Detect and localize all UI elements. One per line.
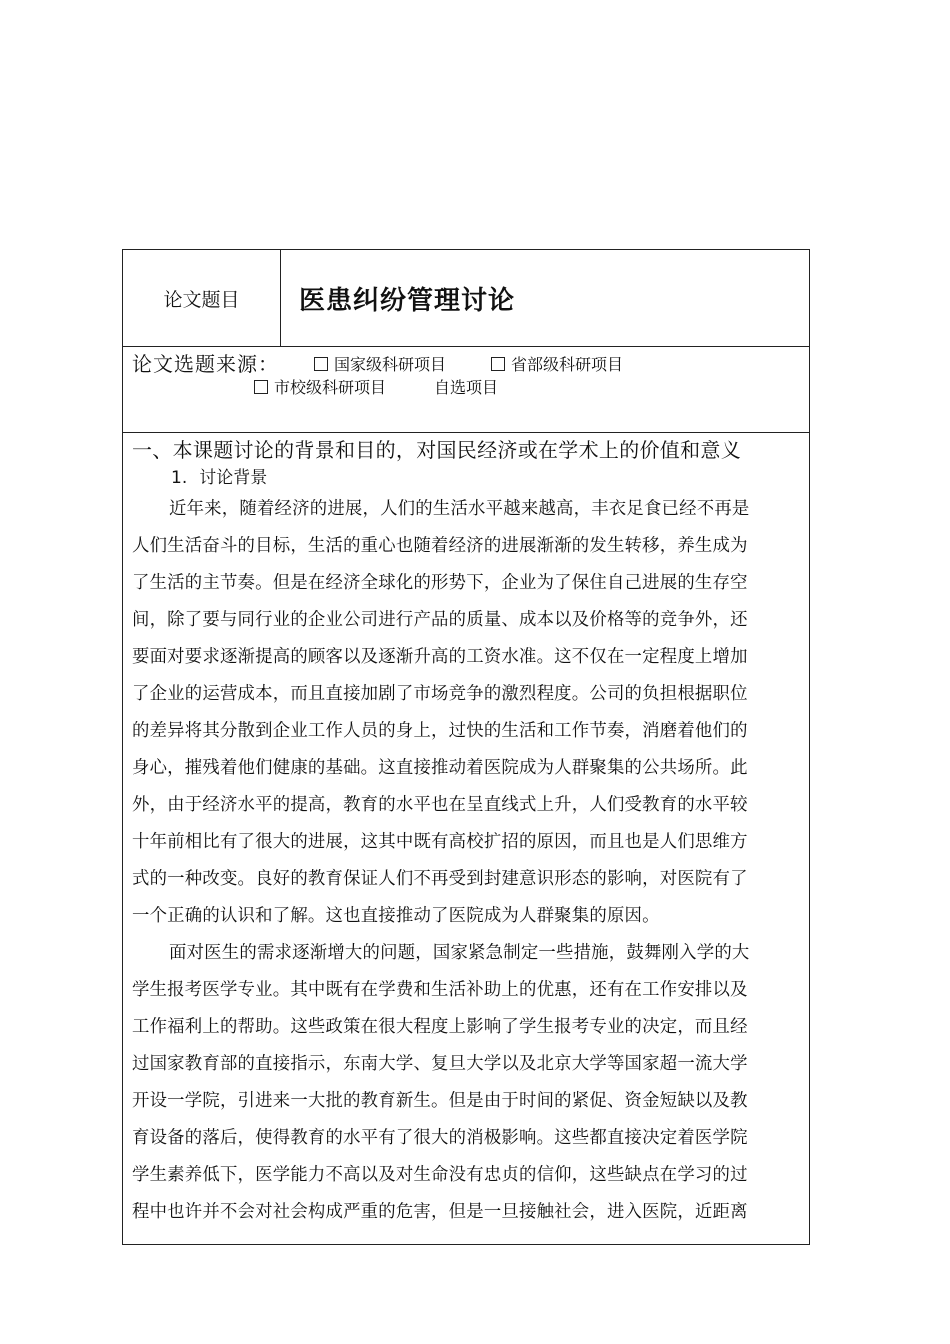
paragraph-line: 近年来，随着经济的进展，人们的生活水平越来越高，丰衣足食已经不再是	[169, 499, 750, 519]
subsection-number: 1.	[171, 468, 188, 488]
option-label: 市校级科研项目	[274, 378, 387, 397]
proposal-form	[122, 249, 810, 1245]
subsection-heading	[171, 463, 267, 488]
paragraph-line: 要面对要求逐渐提高的顾客以及逐渐升高的工资水准。这不仅在一定程度上增加	[132, 647, 748, 667]
topic-source-row	[123, 347, 809, 433]
option-label: 省部级科研项目	[511, 355, 624, 374]
option-label: 自选项目	[434, 378, 499, 397]
option-self-selected[interactable]	[434, 375, 498, 398]
paragraph-line: 式的一种改变。良好的教育保证人们不再受到封建意识形态的影响，对医院有了	[132, 869, 748, 889]
paragraph-line: 面对医生的需求逐渐增大的问题，国家紧急制定一些措施，鼓舞刚入学的大	[169, 943, 750, 963]
paragraph-line: 育设备的落后，使得教育的水平有了很大的消极影响。这些都直接决定着医学院	[132, 1128, 748, 1148]
section-heading: 一、本课题讨论的背景和目的，对国民经济或在学术上的价值和意义	[132, 438, 741, 462]
paragraph-line: 程中也许并不会对社会构成严重的危害，但是一旦接触社会，进入医院，近距离	[132, 1202, 748, 1222]
paragraph-line: 一个正确的认识和了解。这也直接推动了医院成为人群聚集的原因。	[132, 906, 660, 926]
option-national-project[interactable]	[314, 352, 446, 375]
paragraph-line: 学生报考医学专业。其中既有在学费和生活补助上的优惠，还有在工作安排以及	[132, 980, 748, 1000]
paragraph-line: 的差异将其分散到企业工作人员的身上，过快的生活和工作节奏，消磨着他们的	[132, 721, 748, 741]
paragraph-line: 了生活的主节奏。但是在经济全球化的形势下，企业为了保住自己进展的生存空	[132, 573, 748, 593]
paragraph-line: 学生素养低下，医学能力不高以及对生命没有忠贞的信仰，这些缺点在学习的过	[132, 1165, 748, 1185]
paragraph-line: 工作福利上的帮助。这些政策在很大程度上影响了学生报考专业的决定，而且经	[132, 1017, 748, 1037]
option-provincial-project[interactable]	[491, 352, 623, 375]
option-city-school-project[interactable]	[254, 375, 386, 398]
paragraph-line: 间，除了要与同行业的企业公司进行产品的质量、成本以及价格等的竞争外，还	[132, 610, 748, 630]
subsection-title: 讨论背景	[199, 468, 268, 488]
checkbox-icon[interactable]	[314, 357, 328, 371]
paragraph-line: 十年前相比有了很大的进展，这其中既有高校扩招的原因，而且也是人们思维方	[132, 832, 748, 852]
paragraph-line: 过国家教育部的直接指示，东南大学、复旦大学以及北京大学等国家超一流大学	[132, 1054, 748, 1074]
topic-source-label: 论文选题来源：	[132, 352, 279, 376]
paragraph-line: 外，由于经济水平的提高，教育的水平也在呈直线式上升，人们受教育的水平较	[132, 795, 748, 815]
option-label: 国家级科研项目	[334, 355, 447, 374]
thesis-title-label: 论文题目	[123, 250, 281, 346]
checkbox-icon[interactable]	[254, 380, 268, 394]
thesis-title-value: 医患纠纷管理讨论	[299, 285, 516, 316]
paragraph-line: 了企业的运营成本，而且直接加剧了市场竞争的激烈程度。公司的负担根据职位	[132, 684, 748, 704]
paragraph-line: 人们生活奋斗的目标，生活的重心也随着经济的进展渐渐的发生转移，养生成为	[132, 536, 748, 556]
checkbox-icon[interactable]	[491, 357, 505, 371]
thesis-title-row	[123, 250, 809, 347]
paragraph-line: 身心，摧残着他们健康的基础。这直接推动着医院成为人群聚集的公共场所。此	[132, 758, 748, 778]
paragraph-line: 开设一学院，引进来一大批的教育新生。但是由于时间的紧促、资金短缺以及教	[132, 1091, 748, 1111]
